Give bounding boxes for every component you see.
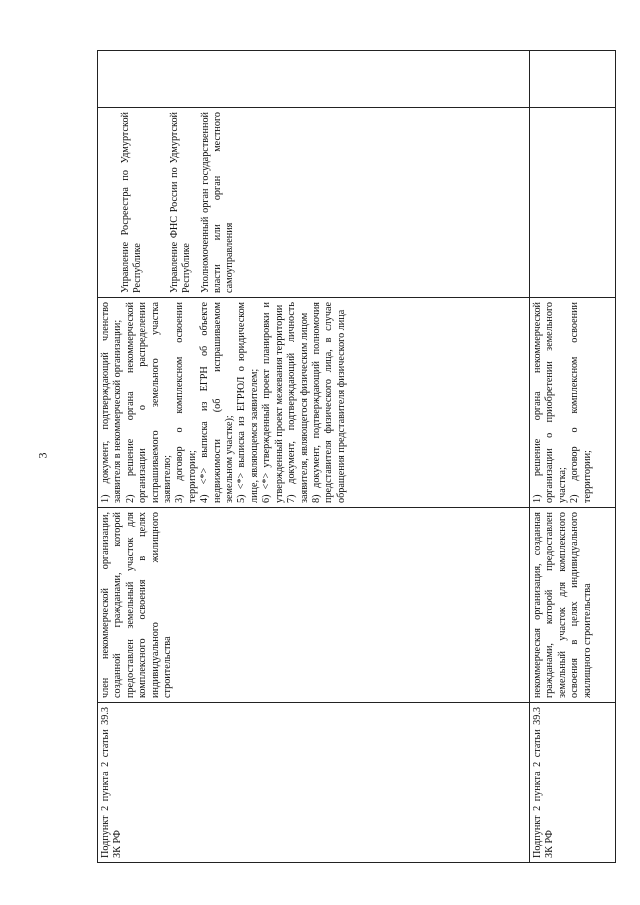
document-item: 2) решение органа некоммерческой организации о распределении испрашиваемого земельного участка заявителю; <box>124 302 174 503</box>
table-row <box>530 51 616 863</box>
page-number: 3 <box>35 452 50 459</box>
document-item: 7) документ, подтверждающий личность заявителя, являющегося физическим лицом <box>286 302 310 503</box>
basis-cell: Подпункт 2 пункта 2 статьи 39.3 ЗК РФ <box>98 703 530 863</box>
basis-cell: Подпункт 2 пункта 2 статьи 39.3 ЗК РФ <box>530 703 616 863</box>
documents-cell <box>530 298 616 508</box>
document-item: 6) <*> утвержденный проект планировки и утвержденный проект межевания территории <box>261 302 285 503</box>
note-cell <box>530 51 616 108</box>
applicant-cell: некоммерческая организация, созданная гражданами, которой предоставлен земельный участок для комплексного освоения в целях индивидуального жилищного строительства <box>530 508 616 703</box>
applicant-cell: член некоммерческой организации, созданной гражданами, которой предоставлен земельный участок для комплексного освоения в целях индивидуального жилищного строительства <box>98 508 530 703</box>
document-item: 3) договор о комплексном освоении территории; <box>174 302 198 503</box>
document-item: 4) <*> выписка из ЕГРН об объекте недвижимости (об испрашиваемом земельном участке); <box>199 302 236 503</box>
documents-table <box>97 50 616 863</box>
document-item: 5) <*> выписка из ЕГРЮЛ о юридическом лице, являющемся заявителем; <box>236 302 260 503</box>
document-item: 8) документ, подтверждающий полномочия представителя физического лица, в случае обращения представителя физического лица <box>310 302 347 503</box>
source-item: Управление ФНС России по Удмуртской Республике <box>168 112 193 293</box>
document-table-rotated <box>97 51 615 863</box>
source-item: Управление Росреестра по Удмуртской Республике <box>120 112 144 293</box>
document-item: 1) решение органа некоммерческой организации о приобретении земельного участка; <box>532 302 568 503</box>
documents-cell <box>98 298 530 508</box>
note-cell <box>98 51 530 108</box>
document-item: 1) документ, подтверждающий членство заявителя в некоммерческой организации; <box>100 302 124 503</box>
sources-cell <box>98 108 530 298</box>
sources-cell <box>530 108 616 298</box>
document-item: 2) договор о комплексном освоении территории; <box>569 302 593 503</box>
table-row <box>98 51 530 863</box>
source-item: Уполномоченный орган государственной власти или орган местного самоуправления <box>199 112 236 293</box>
